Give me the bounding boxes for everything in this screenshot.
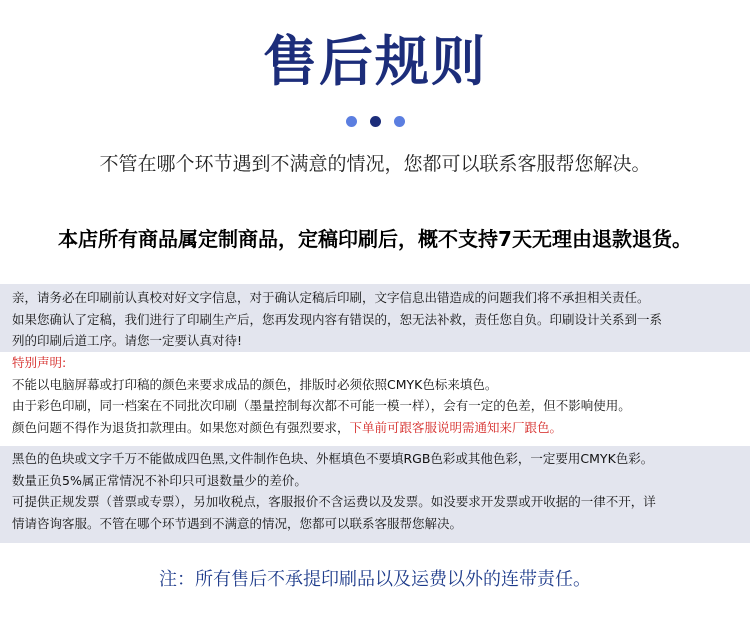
color-and-invoice-notice — [0, 446, 750, 543]
page-title: 售后规则 — [263, 30, 487, 93]
notice-line: 数量正负5%属正常情况不补印只可退数量少的差价。 — [12, 472, 307, 488]
statement-line: 由于彩色印刷，同一档案在不同批次印刷（墨量控制每次都不可能一模一样），会有一定的色差，但不影响使用。 — [12, 398, 631, 413]
no-return-policy: 本店所有商品属定制商品，定稿印刷后，概不支持7天无理由退款退货。 — [58, 227, 692, 251]
special-statement-heading: 特别声明: — [12, 355, 67, 370]
notice-line: 亲，请务必在印刷前认真校对好文字信息，对于确认定稿后印刷，文字信息出错造成的问题我们将不承担相关责任。 — [12, 290, 650, 305]
statement-text: 颜色问题不得作为退货扣款理由。如果您对颜色有强烈要求， — [12, 419, 350, 435]
proofreading-notice — [0, 284, 750, 352]
footnote: 注：所有售后不承提印刷品以及运费以外的连带责任。 — [159, 569, 591, 590]
highlight-text: 下单前可跟客服说明需通知来厂跟色。 — [349, 419, 563, 435]
notice-line: 情请咨询客服。不管在哪个环节遇到不满意的情况，您都可以联系客服帮您解决。 — [12, 515, 463, 531]
intro-text: 不管在哪个环节遇到不满意的情况，您都可以联系客服帮您解决。 — [99, 153, 651, 175]
special-statement — [0, 352, 750, 446]
dot-icon — [370, 116, 381, 127]
notice-line: 列的印刷后道工序。请您一定要认真对待! — [12, 333, 243, 348]
notice-line: 如果您确认了定稿，我们进行了印刷生产后，您再发现内容有错误的，恕无法补救，责任您自负。印刷设计关系到一系 — [12, 311, 663, 327]
dot-icon — [394, 116, 405, 127]
notice-line: 黑色的色块或文字千万不能做成四色黑,文件制作色块、外框填色不要填RGB色彩或其他色彩，一定要用CMYK色彩。 — [12, 451, 654, 466]
dot-icon — [346, 116, 357, 127]
statement-line — [12, 417, 736, 439]
decorative-dots — [0, 116, 750, 127]
statement-line: 不能以电脑屏幕或打印稿的颜色来要求成品的颜色，排版时必须依照CMYK色标来填色。 — [12, 376, 498, 392]
notice-line: 可提供正规发票（普票或专票），另加收税点，客服报价不含运费以及发票。如没要求开发票或开收据的一律不开，详 — [12, 494, 656, 509]
